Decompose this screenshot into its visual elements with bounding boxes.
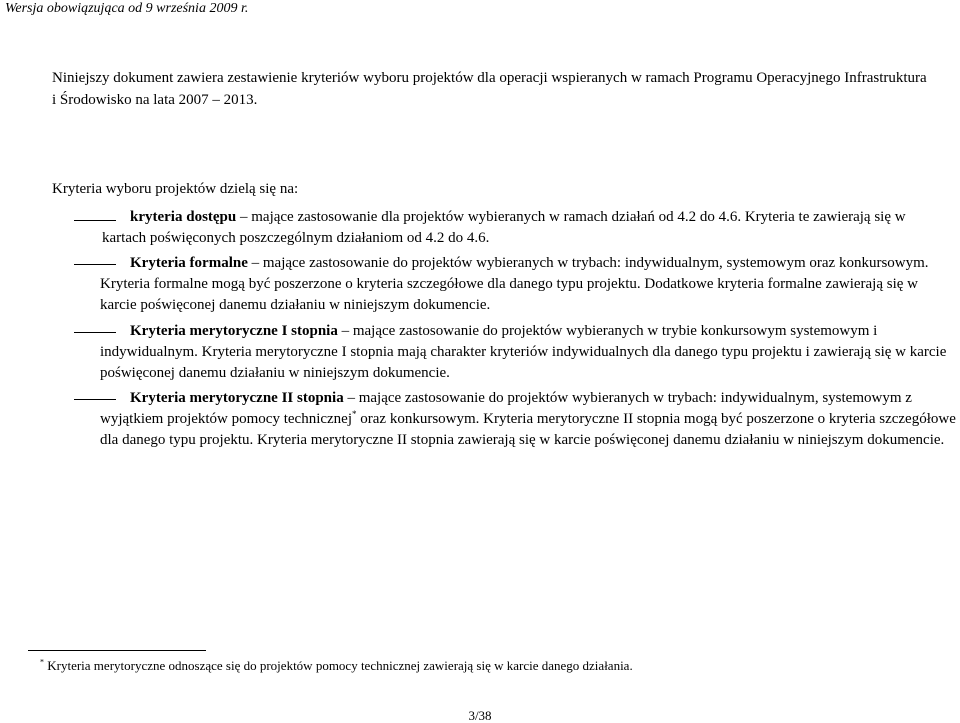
intro-paragraph: Niniejszy dokument zawiera zestawienie kryteriów wyboru projektów dla operacji wspieranych w ramach Programu Operacyjnego Infrastruktura i Środowisko na lata 2007 – 2013. [52, 70, 927, 108]
list-item-text: – mające zastosowanie do projektów wybieranych w trybach: indywidualnym, systemowym z wyjątkiem projektów pomocy technicznej [100, 390, 912, 427]
list-item-merit-criteria-1 [100, 321, 956, 384]
list-item-text: – mające zastosowanie dla projektów wybieranych w ramach działań od 4.2 do 4.6. Kryteria te zawierają się w [236, 209, 906, 225]
version-note: Wersja obowiązująca od 9 września 2009 r. [5, 1, 249, 16]
footnote-mark: * [40, 657, 44, 667]
list-item-term: Kryteria merytoryczne II stopnia [130, 390, 344, 406]
list-item-merit-criteria-2 [100, 388, 956, 451]
list-dash [74, 220, 116, 221]
list-item-term: Kryteria formalne [130, 255, 248, 271]
list-item-term: kryteria dostępu [130, 209, 237, 225]
footnote-separator [28, 650, 206, 651]
footnote-text: Kryteria merytoryczne odnoszące się do projektów pomocy technicznej zawierają się w karcie danego działania. [44, 658, 633, 673]
list-item-text-continued: oraz konkursowym. Kryteria merytoryczne II stopnia mogą być poszerzone o kryteria szczegółowe dla danego typu projektu. Kryteria merytoryczne II stopnia zawierają się w karcie poświęconej danemu działaniu w niniejszym dokumencie. [100, 411, 956, 448]
page-number: 3/38 [468, 708, 492, 723]
criteria-lead-sentence: Kryteria wyboru projektów dzielą się na: [52, 181, 299, 197]
list-item-text: – mające zastosowanie do projektów wybieranych w trybach: indywidualnym, systemowym oraz konkursowym. Kryteria formalne mogą być poszerzone o kryteria szczegółowe dla danego typu projektu. Dodatkowe kryteria formalne zawierają się w karcie poświęconej danemu działaniu w niniejszym dokumencie. [100, 255, 929, 313]
list-item-continuation: kartach poświęconych poszczególnym działaniom od 4.2 do 4.6. [102, 230, 490, 246]
list-item-access-criteria [102, 207, 956, 249]
list-item-text: – mające zastosowanie do projektów wybieranych w trybie konkursowym systemowym i indywidualnym. Kryteria merytoryczne I stopnia mają charakter kryteriów indywidualnych dla danego typu projektu i zawierają się w karcie poświęconej danemu działaniu w niniejszym dokumencie. [100, 323, 947, 381]
list-item-formal-criteria [100, 253, 956, 316]
footnote [40, 657, 633, 675]
list-item-term: Kryteria merytoryczne I stopnia [130, 323, 338, 339]
footnote-reference-mark[interactable]: * [352, 409, 357, 419]
